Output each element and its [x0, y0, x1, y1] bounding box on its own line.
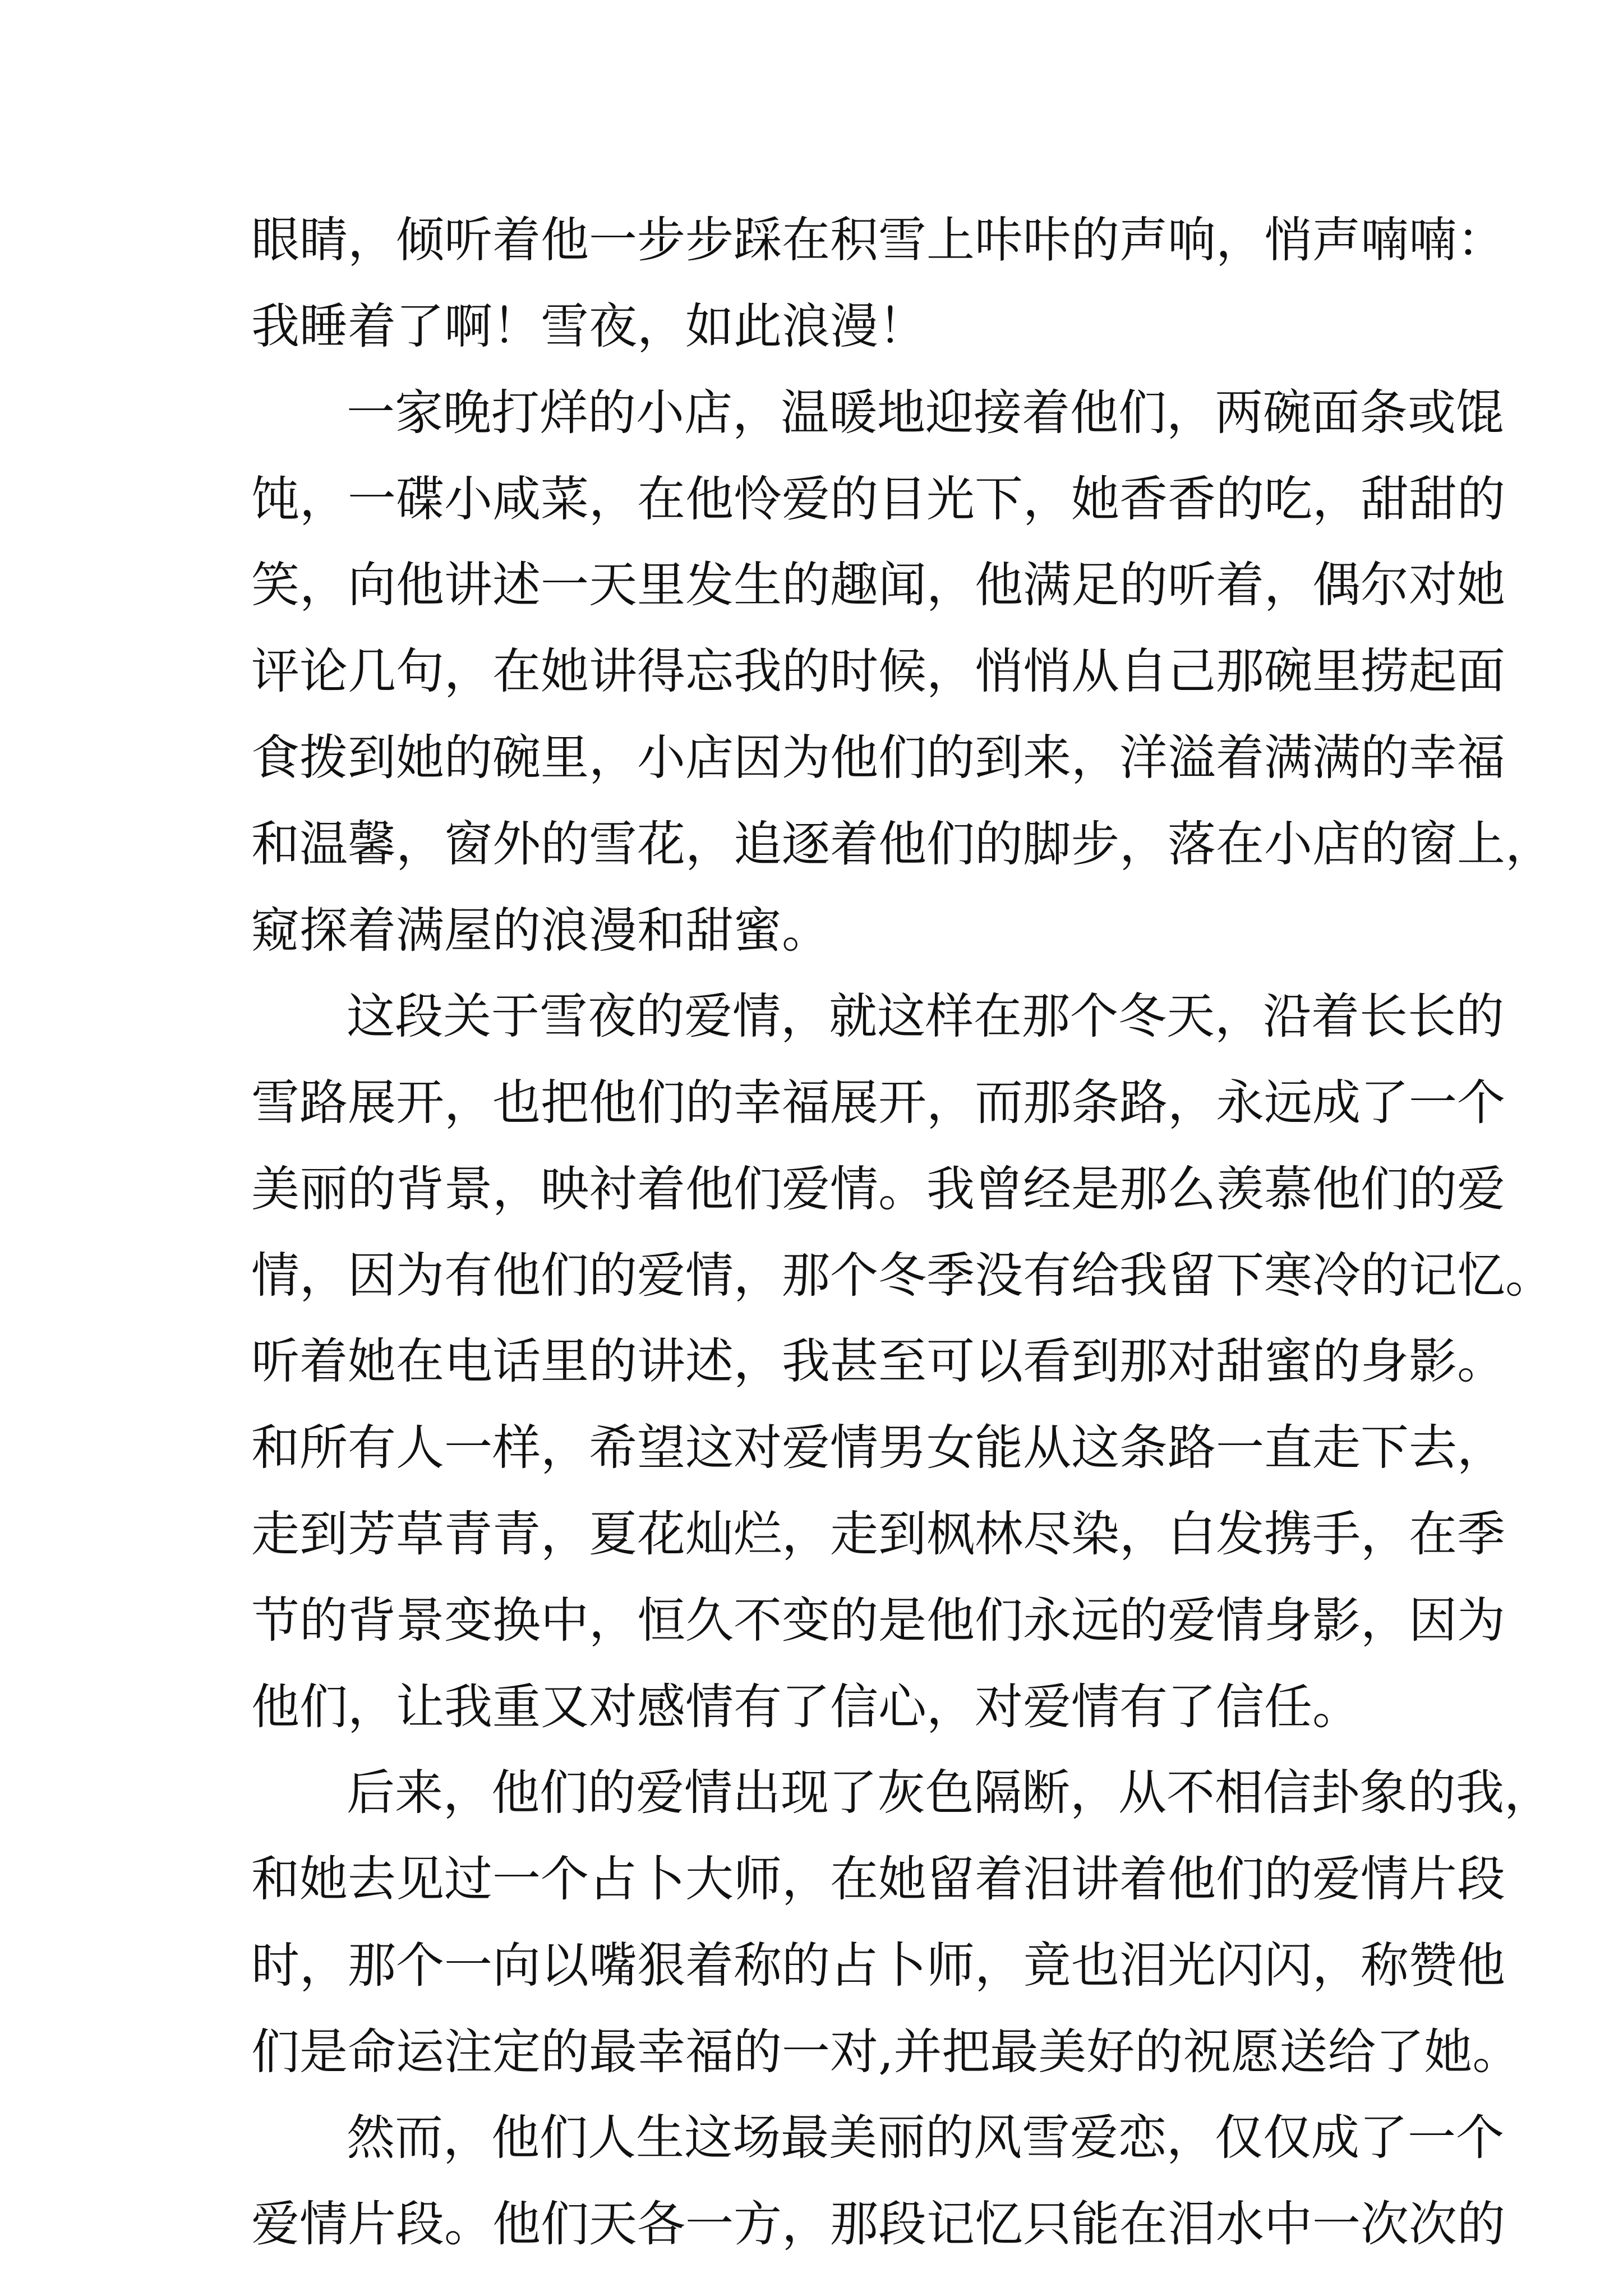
text-line: 饨，一碟小咸菜，在他怜爱的目光下，她香香的吃，甜甜的 [251, 471, 1505, 527]
document-page [251, 0, 1553, 2296]
text-line: 爱情片段。他们天各一方，那段记忆只能在泪水中一次次的 [251, 2196, 1505, 2252]
text-line: 们是命运注定的最幸福的一对,并把最美好的祝愿送给了她。 [251, 2024, 1521, 2080]
text-line: 情，因为有他们的爱情，那个冬季没有给我留下寒冷的记忆。 [251, 1248, 1553, 1304]
paragraph-first-line: 一家晚打烊的小店，温暖地迎接着他们，两碗面条或馄 [347, 385, 1504, 441]
text-line: 笑，向他讲述一天里发生的趣闻，他满足的听着，偶尔对她 [251, 557, 1505, 613]
text-line: 听着她在电话里的讲述，我甚至可以看到那对甜蜜的身影。 [251, 1333, 1505, 1389]
paragraph-first-line: 然而，他们人生这场最美丽的风雪爱恋，仅仅成了一个 [347, 2110, 1504, 2166]
text-line: 和她去见过一个占卜大师，在她留着泪讲着他们的爱情片段 [251, 1851, 1505, 1907]
text-line: 我睡着了啊！雪夜，如此浪漫！ [251, 298, 926, 355]
text-line: 窥探着满屋的浪漫和甜蜜。 [251, 903, 830, 959]
text-line: 食拨到她的碗里，小店因为他们的到来，洋溢着满满的幸福 [251, 730, 1505, 786]
text-line: 雪路展开，也把他们的幸福展开，而那条路，永远成了一个 [251, 1075, 1505, 1131]
text-line: 走到芳草青青，夏花灿烂，走到枫林尽染，白发携手，在季 [251, 1506, 1505, 1562]
text-line: 和温馨，窗外的雪花，追逐着他们的脚步，落在小店的窗上， [251, 816, 1553, 872]
text-line: 节的背景变换中，恒久不变的是他们永远的爱情身影，因为 [251, 1593, 1505, 1649]
paragraph-first-line: 后来，他们的爱情出现了灰色隔断，从不相信卦象的我， [347, 1765, 1552, 1821]
text-line: 评论几句，在她讲得忘我的时候，悄悄从自己那碗里捞起面 [251, 643, 1505, 700]
paragraph-first-line: 这段关于雪夜的爱情，就这样在那个冬天，沿着长长的 [347, 988, 1504, 1045]
text-line: 时，那个一向以嘴狠着称的占卜师，竟也泪光闪闪，称赞他 [251, 1938, 1505, 1994]
text-line: 眼睛，倾听着他一步步踩在积雪上咔咔的声响，悄声喃喃： [251, 212, 1505, 268]
text-line: 和所有人一样，希望这对爱情男女能从这条路一直走下去， [251, 1420, 1505, 1476]
text-line: 美丽的背景，映衬着他们爱情。我曾经是那么羡慕他们的爱 [251, 1161, 1505, 1217]
text-line: 他们，让我重又对感情有了信心，对爱情有了信任。 [251, 1679, 1361, 1735]
